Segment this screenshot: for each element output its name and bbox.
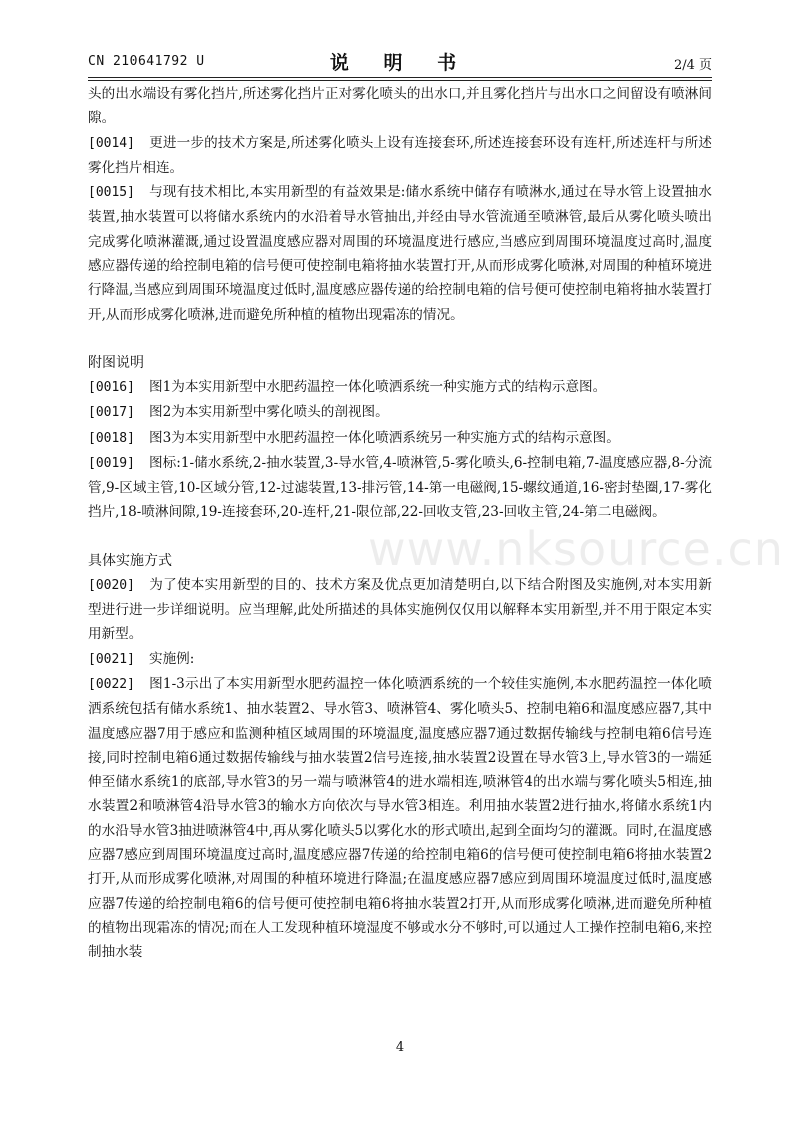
- page-number: 4: [395, 1040, 405, 1055]
- header-rule-bottom: [88, 80, 712, 81]
- paragraph-text: 图标:1-储水系统,2-抽水装置,3-导水管,4-喷淋管,5-雾化喷头,6-控制电箱,7-温度感应器,8-分流管,9-区域主管,10-区域分管,12-过滤装置,13-排污管,14-第一电磁阀,15-螺纹通道,16-密封垫圈,17-雾化挡片,18-喷淋间隙,19-连接套环,20-连杆,21-限位部,22-回收支管,23-回收主管,24-第二电磁阀。: [88, 454, 712, 521]
- paragraph-text: 为了使本实用新型的目的、技术方案及优点更加清楚明白,以下结合附图及实施例,对本实用新型进行进一步详细说明。应当理解,此处所描述的具体实施例仅仅用以解释本实用新型,并不用于限定本实用新型。: [88, 576, 712, 643]
- page-header: [88, 48, 712, 76]
- document-body: [88, 82, 712, 965]
- paragraph-0015: [88, 180, 712, 327]
- continued-paragraph: 头的出水端设有雾化挡片,所述雾化挡片正对雾化喷头的出水口,并且雾化挡片与出水口之间留设有喷淋间隙。: [88, 86, 712, 127]
- paragraph-text: 图3为本实用新型中水肥药温控一体化喷洒系统另一种实施方式的结构示意图。: [149, 429, 620, 446]
- paragraph-0014: [88, 131, 712, 181]
- paragraph-text: 更进一步的技术方案是,所述雾化喷头上设有连接套环,所述连接套环设有连杆,所述连杆与所述雾化挡片相连。: [88, 134, 712, 176]
- paragraph-number: [0020]: [88, 577, 135, 593]
- paragraph-text: 图1为本实用新型中水肥药温控一体化喷洒系统一种实施方式的结构示意图。: [149, 378, 607, 395]
- paragraph-text: 与现有技术相比,本实用新型的有益效果是:储水系统中储存有喷淋水,通过在导水管上设置抽水装置,抽水装置可以将储水系统内的水沿着导水管抽出,并经由导水管流通至喷淋管,最后从雾化喷头喷出完成雾化喷淋灌溉,通过设置温度感应器对周围的环境温度进行感应,当感应到周围环境温度过高时,温度感应器传递的给控制电箱的信号便可使控制电箱将抽水装置打开,从而形成雾化喷淋,对周围的种植环境进行降温,当感应到周围环境温度过低时,温度感应器传递的给控制电箱的信号便可使控制电箱将抽水装置打开,从而形成雾化喷淋,进而避免所种植的植物出现霜冻的情况。: [88, 184, 712, 323]
- publication-number: CN 210641792 U: [88, 54, 205, 69]
- paragraph-number: [0019]: [88, 455, 135, 471]
- paragraph-0016: [88, 375, 712, 400]
- paragraph-number: [0015]: [88, 185, 135, 201]
- header-rule-top: [88, 77, 712, 78]
- paragraph-number: [0014]: [88, 135, 135, 151]
- watermark: www.nksource.cn: [368, 522, 784, 576]
- document-title: 说 明 书: [329, 52, 471, 74]
- paragraph-0017: [88, 400, 712, 425]
- paragraph-0019: [88, 451, 712, 525]
- paragraph-text: 实施例:: [149, 650, 195, 667]
- paragraph-number: [0018]: [88, 430, 135, 446]
- paragraph-text: 图2为本实用新型中雾化喷头的剖视图。: [149, 404, 389, 421]
- page-indicator: 2/4 页: [673, 58, 712, 73]
- paragraph-0020: [88, 573, 712, 647]
- paragraph-number: [0017]: [88, 405, 135, 421]
- section-heading-implementation: 具体实施方式: [88, 552, 172, 569]
- paragraph-number: [0016]: [88, 379, 135, 395]
- paragraph-text: 图1-3示出了本实用新型水肥药温控一体化喷洒系统的一个较佳实施例,本水肥药温控一体化喷洒系统包括有储水系统1、抽水装置2、导水管3、喷淋管4、雾化喷头5、控制电箱6和温度感应器7,其中温度感应器7用于感应和监测种植区域周围的环境温度,温度感应器7通过数据传输线与控制电箱6信号连接,同时控制电箱6通过数据传输线与抽水装置2信号连接,抽水装置2设置在导水管3上,导水管3的一端延伸至储水系统1的底部,导水管3的另一端与喷淋管4的进水端相连,喷淋管4的出水端与雾化喷头5相连,抽水装置2和喷淋管4沿导水管3的输水方向依次与导水管3相连。利用抽水装置2进行抽水,将储水系统1内的水沿导水管3抽进喷淋管4中,再从雾化喷头5以雾化水的形式喷出,起到全面均匀的灌溉。同时,在温度感应器7感应到周围环境温度过高时,温度感应器7传递的给控制电箱6的信号便可使控制电箱6将抽水装置2打开,从而形成雾化喷淋,对周围的种植环境进行降温;在温度感应器7感应到周围环境温度过低时,温度感应器7传递的给控制电箱6的信号便可使控制电箱6将抽水装置2打开,从而形成雾化喷淋,进而避免所种植的植物出现霜冻的情况;而在人工发现种植环境湿度不够或水分不够时,可以通过人工操作控制电箱6,来控制抽水装: [88, 675, 712, 961]
- paragraph-0018: [88, 426, 712, 451]
- paragraph-number: [0021]: [88, 651, 135, 667]
- section-heading-figures: 附图说明: [88, 354, 144, 371]
- paragraph-0021: [88, 647, 712, 672]
- paragraph-number: [0022]: [88, 676, 135, 692]
- paragraph-0022: [88, 672, 712, 965]
